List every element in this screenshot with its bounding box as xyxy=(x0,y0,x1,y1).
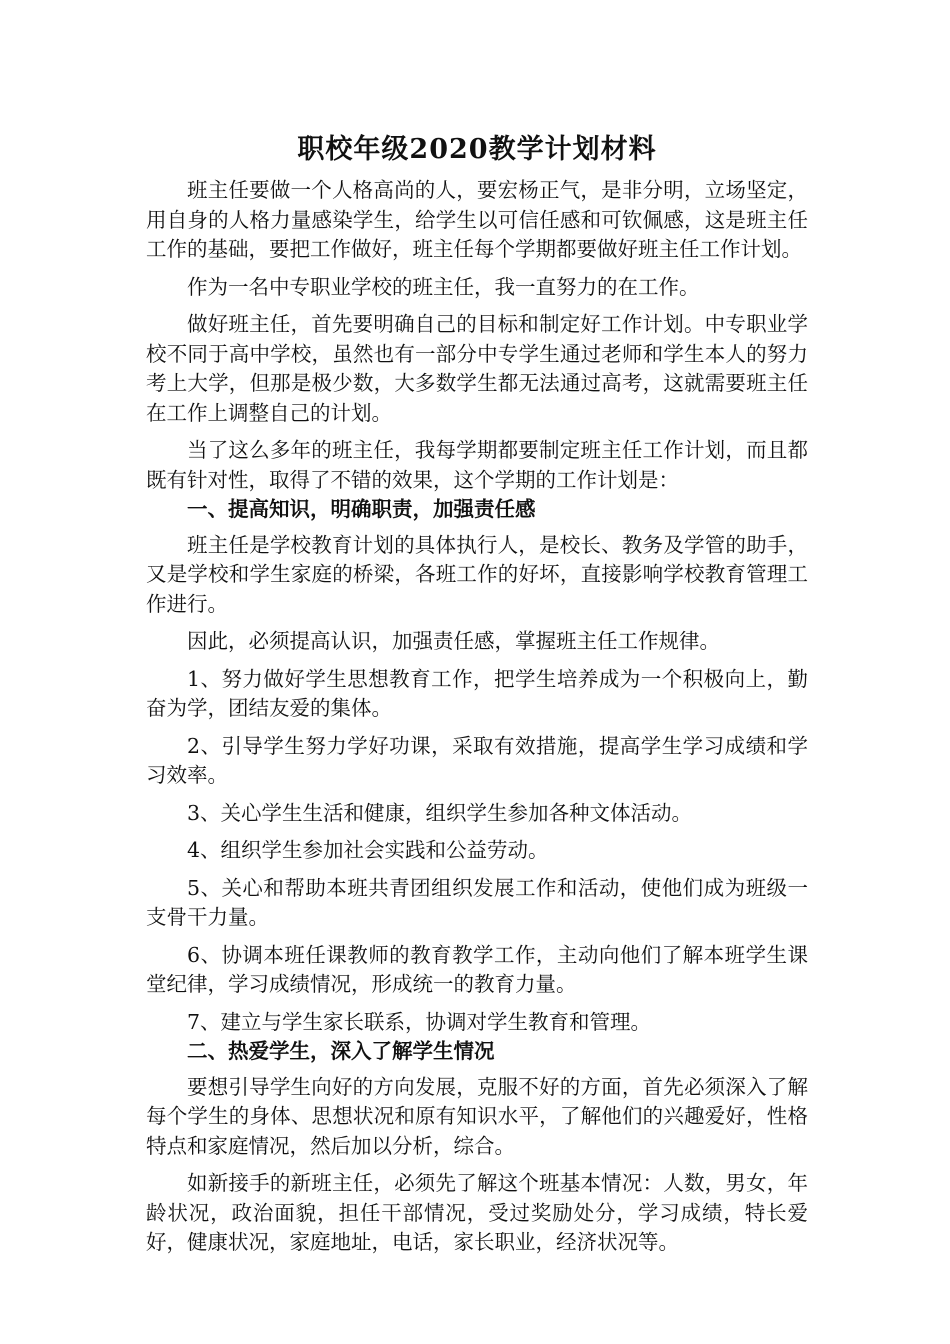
section1-list-item: 4、组织学生参加社会实践和公益劳动。 xyxy=(187,838,549,862)
document-page xyxy=(146,128,808,1266)
document-title: 职校年级2020教学计划材料 xyxy=(297,134,657,165)
section1-list-item: 1、努力做好学生思想教育工作，把学生培养成为一个积极向上，勤奋为学，团结友爱的集体。 xyxy=(146,666,808,720)
section2-paragraph: 如新接手的新班主任，必须先了解这个班基本情况：人数，男女，年龄状况，政治面貌，担任干部情况，受过奖励处分，学习成绩，特长爱好，健康状况，家庭地址，电话，家长职业，经济状况等。 xyxy=(146,1171,808,1254)
section-heading-1: 一、提高知识，明确职责，加强责任感 xyxy=(187,497,536,521)
section2-paragraph: 要想引导学生向好的方向发展，克服不好的方面，首先必须深入了解每个学生的身体、思想状况和原有知识水平，了解他们的兴趣爱好，性格特点和家庭情况，然后加以分析，综合。 xyxy=(146,1074,808,1158)
section1-list-item: 7、建立与学生家长联系，协调对学生教育和管理。 xyxy=(187,1009,652,1034)
section1-list-item: 5、关心和帮助本班共青团组织发展工作和活动，使他们成为班级一支骨干力量。 xyxy=(146,875,808,929)
section1-paragraph: 因此，必须提高认识，加强责任感，掌握班主任工作规律。 xyxy=(187,629,720,653)
section1-list-item: 2、引导学生努力学好功课，采取有效措施，提高学生学习成绩和学习效率。 xyxy=(146,733,808,787)
intro-paragraph: 做好班主任，首先要明确自己的目标和制定好工作计划。中专职业学校不同于高中学校，虽然也有一部分中专学生通过老师和学生本人的努力考上大学，但那是极少数，大多数学生都无法通过高考，这就需要班主任在工作上调整自己的计划。 xyxy=(146,312,808,425)
intro-paragraph: 作为一名中专职业学校的班主任，我一直努力的在工作。 xyxy=(187,274,700,299)
section1-paragraph: 班主任是学校教育计划的具体执行人，是校长、教务及学管的助手，又是学校和学生家庭的桥梁，各班工作的好坏，直接影响学校教育管理工作进行。 xyxy=(146,532,808,616)
section1-list-item: 6、协调本班任课教师的教育教学工作，主动向他们了解本班学生课堂纪律，学习成绩情况，形成统一的教育力量。 xyxy=(146,942,808,996)
section-heading-2: 二、热爱学生，深入了解学生情况 xyxy=(187,1039,495,1063)
section1-list-item: 3、关心学生生活和健康，组织学生参加各种文体活动。 xyxy=(187,800,693,825)
intro-paragraph: 当了这么多年的班主任，我每学期都要制定班主任工作计划，而且都既有针对性，取得了不错的效果，这个学期的工作计划是： xyxy=(146,438,808,492)
intro-paragraph: 班主任要做一个人格高尚的人，要宏杨正气，是非分明，立场坚定，用自身的人格力量感染学生，给学生以可信任感和可钦佩感，这是班主任工作的基础，要把工作做好，班主任每个学期都要做好班主任工作计划。 xyxy=(146,178,808,261)
